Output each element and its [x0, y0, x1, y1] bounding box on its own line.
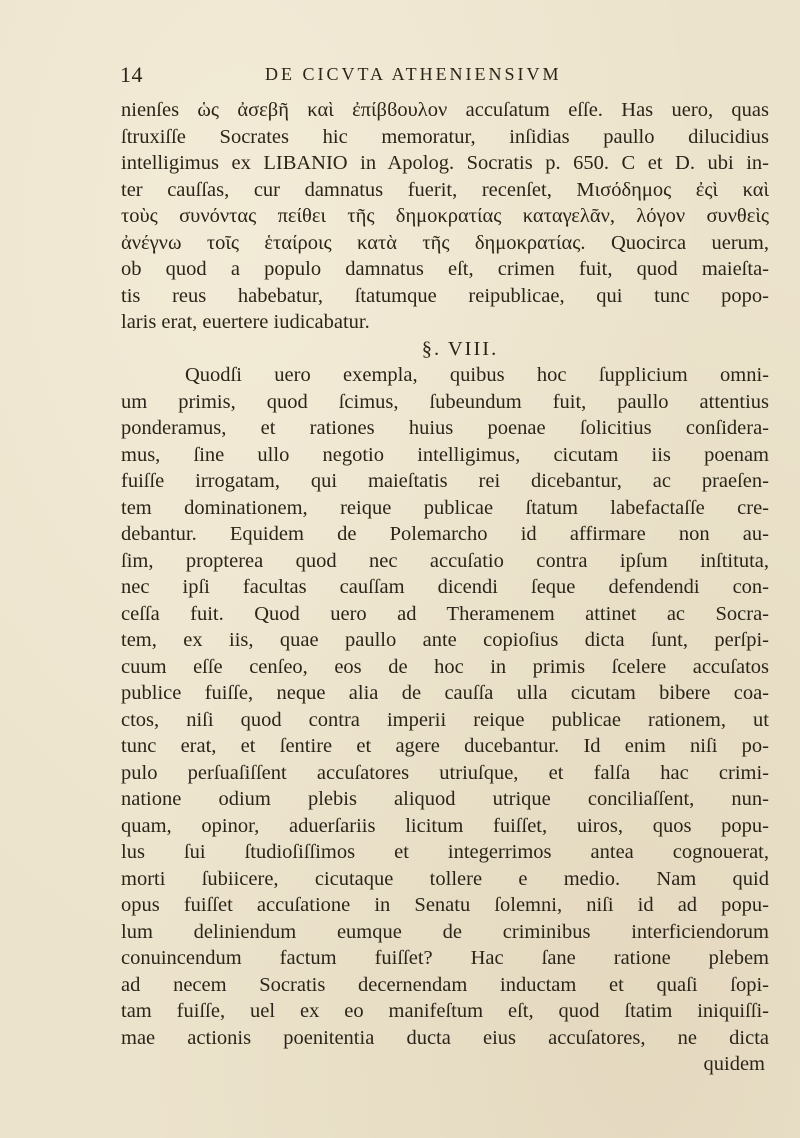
text-line: lus ſui ſtudioſiſſimos et integerrimos antea cognouerat,	[121, 841, 769, 863]
text-line: ter cauſſas, cur damnatus fuerit, recenſet, Μισόδημος ἐςὶ καὶ	[121, 178, 769, 201]
text-line: tem, ex iis, quae paullo ante copioſius dicta ſunt, perſpi-	[121, 629, 769, 651]
page-number: 14	[120, 62, 143, 87]
paragraph-first-line: Quodſi uero exempla, quibus hoc ſupplicium omni-	[185, 364, 769, 386]
text-line: tis reus habebatur, ſtatumque reipublicae, qui tunc popo-	[121, 284, 769, 307]
text-line: debantur. Equidem de Polemarcho id affirmare non au-	[121, 523, 769, 545]
text-line: ſim, propterea quod nec accuſatio contra ipſum inſtituta,	[121, 549, 769, 572]
text-line: nec ipſi facultas cauſſam dicendi ſeque defendendi con-	[121, 576, 769, 598]
text-line: um primis, quod ſcimus, ſubeundum fuit, paullo attentius	[121, 390, 769, 413]
text-line: tem dominationem, reique publicae ſtatum labefactaſſe cre-	[121, 496, 769, 519]
text-line: ctos, niſi quod contra imperii reique publicae rationem, ut	[121, 708, 769, 731]
text-line: nienſes ὡς ἀσεβῆ καὶ ἐπίβϐουλον accuſatum eſſe. Has uero, quas	[121, 99, 769, 121]
text-line: mus, ſine ullo negotio intelligimus, cicutam iis poenam	[121, 443, 769, 466]
text-line: ponderamus, et rationes huius poenae ſolicitius conſidera-	[121, 417, 769, 439]
text-line: publice fuiſſe, neque alia de cauſſa ulla cicutam bibere coa-	[121, 682, 769, 704]
text-line: opus fuiſſet accuſatione in Senatu ſolemni, niſi id ad popu-	[121, 894, 769, 916]
text-line: pulo perſuaſiſſent accuſatores utriuſque, et falſa hac crimi-	[121, 761, 769, 784]
text-line: intelligimus ex LIBANIO in Apolog. Socratis p. 650. C et D. ubi in-	[121, 152, 769, 174]
text-line: lum deliniendum eumque de criminibus interficiendorum	[121, 920, 769, 943]
text-line: tam fuiſſe, uel ex eo manifeſtum eſt, quod ſtatim iniquiſſi-	[121, 1000, 769, 1022]
page-header	[120, 62, 760, 88]
text-line: ad necem Socratis decernendam inductam et quaſi ſopi-	[121, 973, 769, 996]
text-line: mae actionis poenitentia ducta eius accuſatores, ne dicta	[121, 1026, 769, 1049]
text-line: tunc erat, et ſentire et agere ducebantur. Id enim niſi po-	[121, 735, 769, 757]
text-line: ob quod a populo damnatus eſt, crimen fuit, quod maieſta-	[121, 258, 769, 280]
text-line: ceſſa fuit. Quod uero ad Theramenem attinet ac Socra-	[121, 602, 769, 625]
catchword: quidem	[703, 1053, 765, 1075]
text-line: morti ſubiicere, cicutaque tollere e medio. Nam quid	[121, 867, 769, 890]
text-line: cuum eſſe cenſeo, eos de hoc in primis ſcelere accuſatos	[121, 655, 769, 678]
text-line: ſtruxiſſe Socrates hic memoratur, inſidias paullo dilucidius	[121, 125, 769, 148]
running-title: DE CICVTA ATHENIENSIVM	[265, 64, 562, 84]
text-line: τοὺς συνόντας πείθει τῆς δημοκρατίας καταγελᾶν, λόγον συνθεὶς	[121, 205, 769, 227]
text-line: laris erat, euertere iudicabatur.	[121, 311, 370, 333]
text-line: ἀνέγνω τοῖς ἑταίροις κατὰ τῆς δημοκρατίας. Quocirca uerum,	[121, 231, 769, 254]
text-line: quam, opinor, aduerſariis licitum fuiſſet, uiros, quos popu-	[121, 814, 769, 837]
text-block	[121, 97, 769, 1078]
section-heading: §. VIII.	[421, 337, 499, 360]
text-line: fuiſſe irrogatam, qui maieſtatis rei dicebantur, ac praeſen-	[121, 470, 769, 492]
text-line: natione odium plebis aliquod utrique conciliaſſent, nun-	[121, 788, 769, 810]
text-line: conuincendum factum fuiſſet? Hac ſane ratione plebem	[121, 947, 769, 969]
